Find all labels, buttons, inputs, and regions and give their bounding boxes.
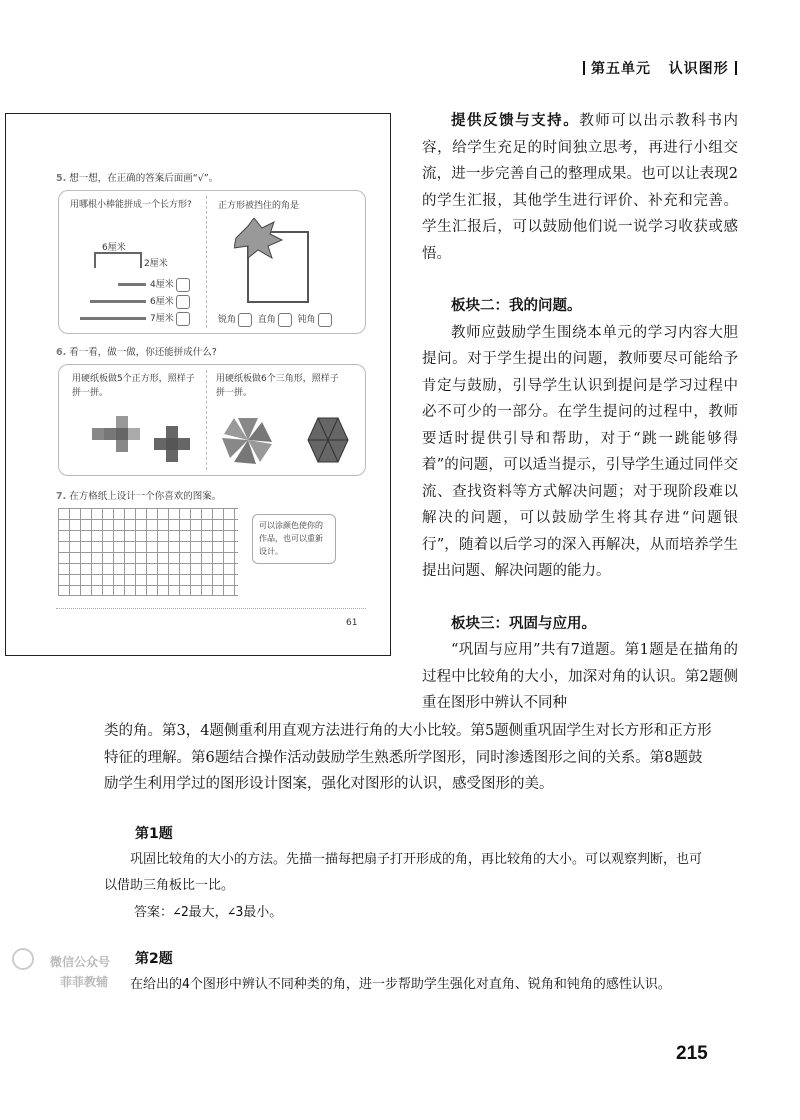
inset-q7-title: 7. 在方格纸上设计一个你喜欢的图案。 [56,491,222,502]
inset-q6-title: 6. 看一看，做一做，你还能拼成什么? [56,347,217,358]
q1-body: 巩固比较角的大小的方法。先描一描每把扇子打开形成的角，再比较角的大小。可以观察判断，也可以借助三角板比一比。 [104,852,703,893]
checkbox-right[interactable] [278,313,292,327]
my-questions-paragraph: 教师应鼓励学生围绕本单元的学习内容大胆提问。对于学生提出的问题，教师要尽可能给予肯定与鼓励，引导学生认识到提问是学习过程中必不可少的一部分。在学生提问的过程中，教师要适时提供引导和帮助，对于“跳一跳能够得着”的问题，可以适当提示，引导学生通过同伴交流、查找资料等方式解决问题；对于现阶段难以解决的问题，可以鼓励学生将其存进“问题银行”，随着以后学习的深入再解决，从而培养学生提出问题、解决问题的能力。 [422,324,738,579]
angle-options: 锐角 直角 钝角 [218,312,332,327]
inset-dim-top: 6厘米 [102,243,126,253]
consolidate-paragraph-cont: 类的角。第3，4题侧重利用直观方法进行角的大小比较。第5题侧重巩固学生对长方形和正方形特征的理解。第6题结合操作活动鼓励学生熟悉所学图形，同时渗透图形之间的关系。第8题鼓励学生利用学过的图形设计图案，强化对图形的认识，感受图形的美。 [104,723,712,792]
running-header [577,58,743,78]
header-divider-right [735,61,737,75]
section-heading-2: 板块二：我的问题。 [451,298,582,314]
header-divider-left [583,61,585,75]
right-column [422,108,738,717]
stick-6cm [90,300,146,303]
q2-title: 第2题 [135,951,173,967]
checkbox-7cm[interactable] [176,312,190,326]
q2-body: 在给出的4个图形中辨认不同种类的角，进一步帮助学生强化对直角、锐角和钝角的感性认识。 [130,977,671,992]
inset-footer-rule [56,608,366,609]
stick-7cm [80,317,146,320]
inset-q5-divider [206,196,208,328]
checkbox-obtuse[interactable] [318,313,332,327]
q1-answer: 答案：∠2最大，∠3最小。 [134,905,283,920]
inset-dim-side: 2厘米 [144,259,168,269]
page-number: 215 [676,1043,708,1064]
squares-cross-figure [88,414,200,470]
watermark [12,948,110,992]
consolidate-paragraph-start: “巩固与应用”共有7道题。第1题是在描角的过程中比较角的大小，加深对角的认识。第2题侧重在图形中辨认不同种 [422,642,738,711]
q1-title: 第1题 [135,826,173,842]
header-title: 认识图形 [668,61,729,77]
inset-q5-title: 5. 想一想，在正确的答案后面画“√”。 [56,173,219,184]
watermark-line1: 微信公众号 [50,955,111,969]
checkbox-6cm[interactable] [176,295,190,309]
option-6cm: 6厘米 [150,294,190,309]
checkbox-4cm[interactable] [176,278,190,292]
inset-q6-right: 用硬纸板做6个三角形，照样子拼一拼。 [216,374,339,398]
grid-paper [58,508,238,596]
textbook-page-inset [5,113,391,656]
stick-4cm [118,283,146,286]
inset-q5-right-prompt: 正方形被挡住的角是 [218,201,300,211]
triangles-hexagon-figure [218,410,358,470]
inset-page-number: 61 [346,618,358,628]
inset-q7-bubble: 可以涂颜色使你的作品，也可以重新设计。 [252,514,336,564]
watermark-line2: 菲菲教辅 [60,975,109,989]
hidden-square-figure [234,218,314,308]
option-7cm: 7厘米 [150,311,190,326]
watermark-logo-icon [12,948,34,970]
starburst-cover-icon [234,218,282,258]
option-4cm: 4厘米 [150,277,190,292]
partial-rectangle [94,252,142,268]
inset-q6-left: 用硬纸板做5个正方形，照样子拼一拼。 [72,374,195,398]
section-heading-3: 板块三：巩固与应用。 [451,615,596,632]
inset-q5-left-prompt: 用哪根小棒能拼成一个长方形? [70,200,192,210]
inset-q6-divider [206,370,208,470]
feedback-paragraph: 提供反馈与支持。教师可以出示教科书内容，给学生充足的时间独立思考，再进行小组交流，进一步完善自己的整理成果。也可以让表现2的学生汇报，其他学生进行评价、补充和完善。学生汇报后，可以鼓励他们说一说学习收获或感悟。 [422,113,739,262]
checkbox-acute[interactable] [238,313,252,327]
header-unit: 第五单元 [591,61,651,77]
